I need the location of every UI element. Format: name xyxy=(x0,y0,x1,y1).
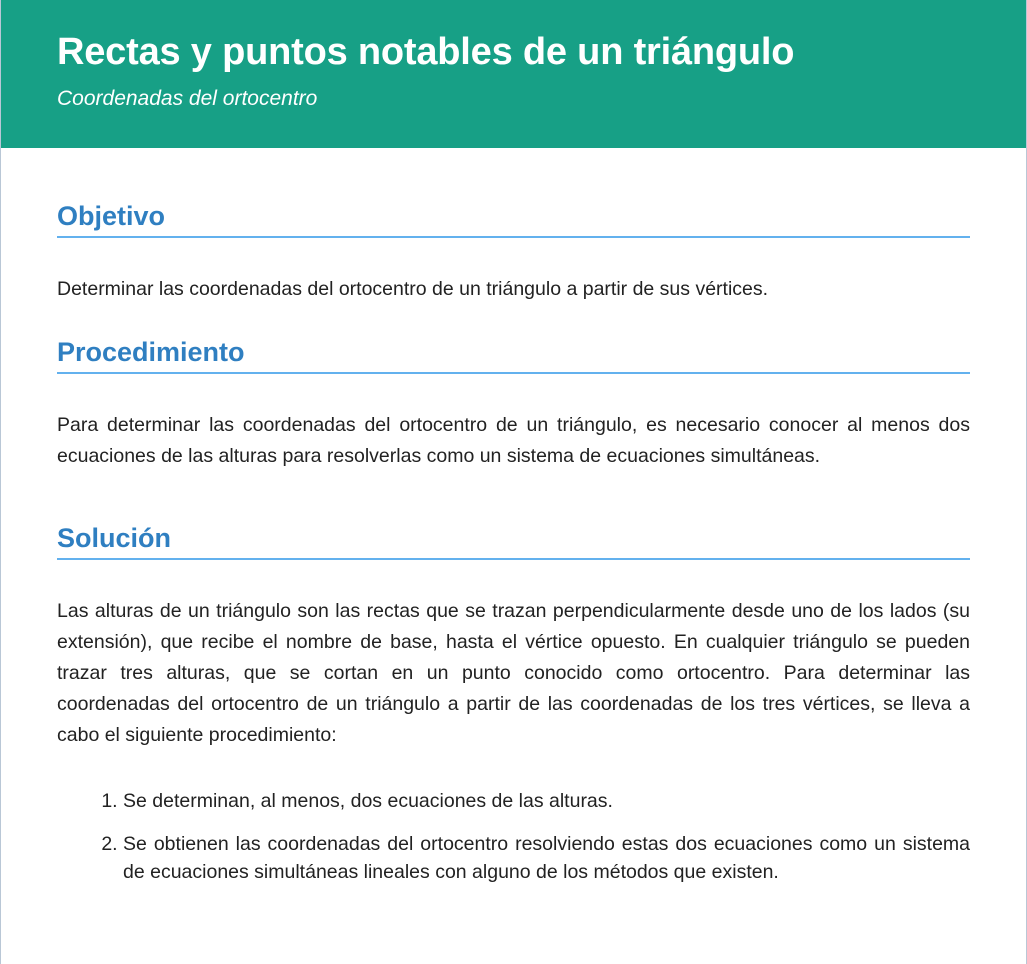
list-item: 1. Se determinan, al menos, dos ecuaciones de las alturas. xyxy=(123,787,970,815)
page-subtitle: Coordenadas del ortocentro xyxy=(57,87,318,110)
page-title: Rectas y puntos notables de un triángulo xyxy=(57,31,795,73)
solucion-text: Las alturas de un triángulo son las rectas que se trazan perpendicularmente desde uno de los lados (su extensión), que recibe el nombre de base, hasta el vértice opuesto. En cualquier triángulo se pueden trazar tres alturas, que se cortan en un punto conocido como ortocentro. Para determinar las coordenadas del ortocentro de un triángulo a partir de las coordenadas de los tres vértices, se lleva a cabo el siguiente procedimiento: xyxy=(57,600,970,746)
section-heading-objetivo: Objetivo xyxy=(57,200,970,238)
section-heading-solucion: Solución xyxy=(57,522,970,560)
section-heading-procedimiento: Procedimiento xyxy=(57,336,970,374)
procedimiento-text: Para determinar las coordenadas del ortocentro de un triángulo, es necesario conocer al menos dos ecuaciones de las alturas para resolverlas como un sistema de ecuaciones simultáneas. xyxy=(57,414,970,467)
procedure-steps xyxy=(57,787,970,886)
list-item: 2. Se obtienen las coordenadas del ortocentro resolviendo estas dos ecuaciones como un sistema de ecuaciones simultáneas lineales con alguno de los métodos que existen. xyxy=(123,830,970,886)
content-area xyxy=(1,200,1026,886)
header-banner xyxy=(1,0,1026,148)
objetivo-text: Determinar las coordenadas del ortocentro de un triángulo a partir de sus vértices. xyxy=(57,278,769,300)
